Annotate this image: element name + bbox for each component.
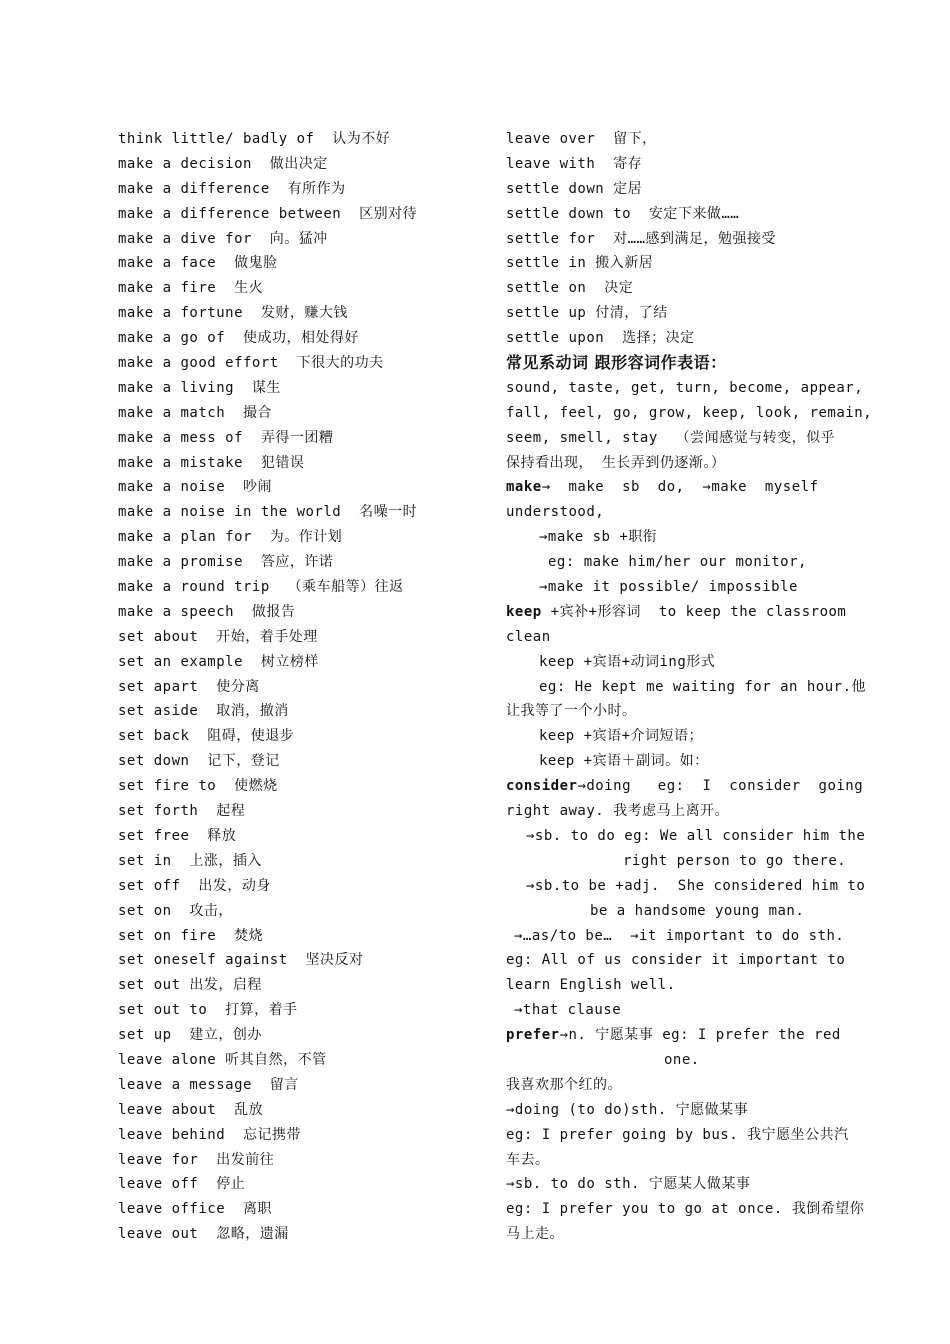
phrase-line: leave for 出发前往	[118, 1151, 275, 1168]
phrase-line: make a noise in the world 名噪一时	[118, 504, 418, 521]
section-heading: 常见系动词 跟形容词作表语：	[506, 353, 727, 373]
keyword-make: make	[506, 479, 542, 496]
phrase-line: make a promise 答应，许诺	[118, 554, 334, 571]
consider-usage-line: right person to go there.	[623, 852, 847, 869]
linking-verbs-line: 保持看出现， 生长弄到仍逐渐。）	[506, 454, 726, 471]
phrase-line: set up 建立，创办	[118, 1027, 262, 1044]
phrase-line: make a fire 生火	[118, 280, 264, 297]
prefer-usage-line: →sb. to do sth. 宁愿某人做某事	[506, 1176, 751, 1193]
consider-usage-text: →doing eg: I consider going	[577, 778, 864, 795]
phrase-line: leave over 留下，	[506, 131, 657, 147]
phrase-line: set down 记下，登记	[118, 753, 280, 770]
linking-verbs-line: sound, taste, get, turn, become, appear,	[506, 379, 864, 396]
phrase-line: set fire to 使燃烧	[118, 778, 278, 795]
make-usage-line	[506, 475, 860, 500]
consider-usage-line: →that clause	[514, 1002, 622, 1019]
prefer-usage-line	[506, 1023, 860, 1048]
make-usage-text: → make sb do, →make myself	[541, 479, 819, 496]
consider-usage-line: right away. 我考虑马上离开。	[506, 803, 730, 820]
phrase-line: make a mess of 弄得一团糟	[118, 429, 334, 446]
prefer-usage-line: →doing (to do)sth. 宁愿做某事	[506, 1101, 749, 1118]
phrase-line: set apart 使分离	[118, 678, 260, 695]
phrase-line: set oneself against 坚决反对	[118, 952, 364, 969]
keep-usage-line: keep +宾语+动词ing形式	[539, 653, 716, 670]
prefer-example-line: eg: I prefer you to go at once. 我倒希望你	[506, 1201, 865, 1218]
phrase-line: settle on 决定	[506, 280, 634, 297]
left-column	[118, 127, 478, 1247]
phrase-line: leave out 忽略，遗漏	[118, 1226, 289, 1243]
keep-usage-text: +宾补+形容词 to keep the classroom	[541, 603, 847, 620]
phrase-line: set out to 打算，着手	[118, 1002, 298, 1019]
phrase-line: leave a message 留言	[118, 1076, 299, 1093]
keyword-keep: keep	[506, 603, 542, 620]
make-usage-line: →make sb +职衔	[539, 529, 658, 546]
linking-verbs-line: seem, smell, stay （尝闻感觉与转变，似乎	[506, 429, 836, 446]
keep-example-line: 让我等了一个小时。	[506, 703, 637, 720]
phrase-line: set on fire 焚烧	[118, 927, 264, 944]
phrase-line: set on 攻击，	[118, 902, 233, 919]
consider-example-line: eg: All of us consider it important to	[506, 952, 846, 969]
phrase-line: set an example 树立榜样	[118, 653, 319, 670]
make-usage-line: understood,	[506, 504, 605, 521]
consider-usage-line: →…as/to be… →it important to do sth.	[514, 927, 845, 944]
right-column	[506, 127, 873, 1247]
phrase-line: make a face 做鬼脸	[118, 255, 278, 272]
phrase-line: make a difference 有所作为	[118, 180, 346, 197]
phrase-line: settle upon 选择；决定	[506, 330, 695, 347]
phrase-line: make a difference between 区别对待	[118, 205, 418, 222]
phrase-line: set forth 起程	[118, 803, 246, 820]
consider-usage-line: be a handsome young man.	[590, 902, 805, 919]
prefer-usage-text: →n. 宁愿某事 eg: I prefer the red	[559, 1027, 841, 1044]
consider-usage-line	[506, 774, 864, 799]
phrase-line: settle for 对……感到满足，勉强接受	[506, 230, 777, 247]
phrase-line: leave alone 听其自然，不管	[118, 1051, 327, 1068]
phrase-line: leave office 离职	[118, 1201, 273, 1218]
keep-usage-line	[506, 600, 860, 625]
phrase-line: make a living 谋生	[118, 379, 281, 396]
phrase-line: make a decision 做出决定	[118, 155, 328, 172]
keep-usage-line: clean	[506, 628, 551, 645]
phrase-line: make a noise 吵闹	[118, 479, 273, 496]
phrase-line: set out 出发，启程	[118, 977, 262, 994]
prefer-usage-line: 我喜欢那个红的。	[506, 1076, 622, 1093]
phrase-line: make a dive for 向。猛冲	[118, 230, 328, 247]
make-example-line: eg: make him/her our monitor,	[548, 554, 807, 571]
prefer-example-line: eg: I prefer going by bus. 我宁愿坐公共汽	[506, 1126, 849, 1143]
phrase-line: make a match 撮合	[118, 404, 273, 421]
keyword-prefer: prefer	[506, 1027, 560, 1044]
phrase-line: leave off 停止	[118, 1176, 246, 1193]
phrase-line: make a speech 做报告	[118, 603, 296, 620]
consider-example-line: learn English well.	[506, 977, 676, 994]
phrase-line: make a round trip （乘车船等）往返	[118, 579, 404, 596]
phrase-line: set about 开始，着手处理	[118, 628, 318, 645]
phrase-line: make a good effort 下很大的功夫	[118, 355, 384, 372]
phrase-line: make a fortune 发财，赚大钱	[118, 305, 348, 322]
phrase-line: set in 上涨，插入	[118, 852, 262, 869]
keep-example-line: eg: He kept me waiting for an hour.他	[539, 678, 867, 695]
make-usage-line: →make it possible/ impossible	[539, 579, 798, 596]
phrase-line: leave with 寄存	[506, 155, 643, 172]
prefer-example-line: 车去。	[506, 1151, 550, 1168]
phrase-line: set free 释放	[118, 827, 237, 844]
phrase-line: set back 阻碍，使退步	[118, 728, 295, 745]
keyword-consider: consider	[506, 778, 578, 795]
phrase-line: leave behind 忘记携带	[118, 1126, 302, 1143]
phrase-line: leave about 乱放	[118, 1101, 264, 1118]
keep-usage-line: keep +宾语＋副词。如：	[539, 753, 709, 770]
prefer-usage-line: one.	[664, 1051, 700, 1068]
phrase-line: think little/ badly of 认为不好	[118, 131, 391, 147]
phrase-line: make a go of 使成功，相处得好	[118, 330, 360, 347]
phrase-line: settle up 付清，了结	[506, 305, 668, 322]
phrase-line: settle in 搬入新居	[506, 255, 654, 272]
phrase-line: settle down to 安定下来做……	[506, 205, 740, 222]
consider-usage-line: →sb. to do eg: We all consider him the	[526, 827, 866, 844]
linking-verbs-line: fall, feel, go, grow, keep, look, remain,	[506, 404, 873, 421]
phrase-line: set aside 取消，撤消	[118, 703, 289, 720]
phrase-line: settle down 定居	[506, 180, 643, 197]
phrase-line: make a plan for 为。作计划	[118, 529, 343, 546]
consider-usage-line: →sb.to be +adj. She considered him to	[526, 877, 866, 894]
phrase-line: set off 出发，动身	[118, 877, 271, 894]
keep-usage-line: keep +宾语+介词短语；	[539, 728, 704, 745]
phrase-line: make a mistake 犯错误	[118, 454, 305, 471]
prefer-example-line: 马上走。	[506, 1226, 564, 1243]
